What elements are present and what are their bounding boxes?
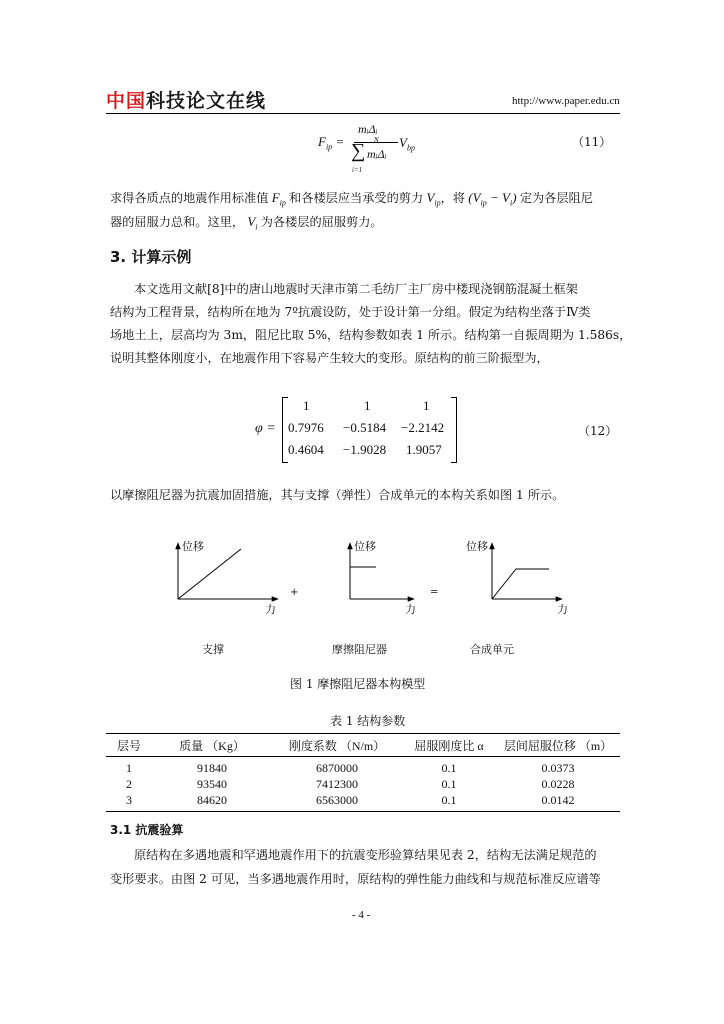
panel-composite — [492, 543, 562, 599]
panel-support-curve — [178, 549, 241, 599]
section-3-title: 3. 计算示例 — [110, 248, 192, 266]
paragraph-4-line-2: 变形要求。由图 2 可见，当多遇地震作用时，原结构的弹性能力曲线和与规范标准反应谱等 — [110, 872, 601, 886]
panel-1-caption: 支撑 — [202, 643, 224, 656]
table-header-cell: 层号 — [116, 738, 141, 753]
figure-plus: + — [290, 587, 299, 598]
paragraph-4-line-1: 原结构在多遇地震和罕遇地震作用下的抗震变形验算结果见表 2，结构无法满足规范的 — [134, 848, 597, 862]
panel-2-ylabel: 位移 — [354, 540, 376, 553]
table-header-cell: 刚度系数 （N/m） — [288, 738, 386, 753]
table-cell: 7412300 — [316, 776, 358, 791]
panel-composite-curve — [492, 569, 549, 599]
figure-1 — [170, 535, 570, 660]
eq11-numerator: mᵢΔᵢ — [358, 122, 378, 136]
eq11-sigma: ∑ — [351, 140, 366, 162]
equation-11: $F_{ip}$ = mᵢΔᵢ N ∑ mᵢΔᵢ i=1 $V_{bp}$ — [318, 122, 415, 174]
table-cell: 0.0142 — [496, 792, 620, 812]
figure-equals: = — [430, 587, 439, 598]
paragraph-2-line-1: 本文选用文献[8]中的唐山地震时天津市第二毛纺厂主厂房中楼现浇钢筋混凝土框架 — [134, 282, 578, 296]
eq11-sum-top: N — [374, 136, 379, 144]
panel-1-ylabel: 位移 — [182, 540, 204, 553]
table-header-cell: 屈服刚度比 α — [414, 738, 484, 753]
eq12-cell: 1 — [303, 398, 310, 413]
table-cell: 1 — [126, 760, 132, 775]
paragraph-2-line-3: 场地土上，层高均为 3m，阻尼比取 5%，结构参数如表 1 所示。结构第一自振周期为 1.586s， — [110, 328, 632, 342]
panel-3-ylabel: 位移 — [466, 540, 488, 553]
paragraph-2-line-4: 说明其整体刚度小，在地震作用下容易产生较大的变形。原结构的前三阶振型为， — [110, 351, 549, 365]
table-cell: 6870000 — [316, 760, 358, 775]
panel-3-xlabel: 力 — [557, 603, 568, 616]
header-rule — [106, 113, 620, 114]
table-1-title: 表 1 结构参数 — [330, 714, 406, 728]
header-url[interactable]: http://www.paper.edu.cn — [512, 95, 620, 107]
table-row — [106, 776, 620, 792]
page-number: - 4 - — [352, 909, 371, 921]
table-cell: 93540 — [197, 776, 227, 791]
table-cell: 2 — [126, 776, 132, 791]
eq11-lhs-sub: ip — [325, 142, 333, 152]
table-cell: 0.0373 — [541, 760, 575, 775]
panel-2-caption: 摩擦阻尼器 — [332, 643, 387, 656]
table-cell: 6563000 — [272, 792, 402, 812]
section-3-1-title: 3.1 抗震验算 — [110, 823, 184, 837]
paragraph-3: 以摩擦阻尼器为抗震加固措施，其与支撑（弹性）合成单元的本构关系如图 1 所示。 — [110, 488, 565, 502]
eq11-v-sub: bp — [406, 143, 415, 153]
paragraph-2-line-2: 结构为工程背景，结构所在地为 7º抗震设防，处于设计第一分组。假定为结构坐落于Ⅳ类 — [110, 305, 591, 319]
eq12-right-bracket — [451, 397, 457, 463]
table-cell: 0.1 — [441, 776, 457, 791]
table-1 — [106, 733, 620, 812]
table-cell: 0.0228 — [541, 776, 575, 791]
table-cell: 3 — [106, 792, 152, 812]
table-cell: 84620 — [152, 792, 272, 812]
table-row — [106, 757, 620, 777]
eq12-number: （12） — [578, 424, 618, 438]
table-header-cell: 层间屈服位移 （m） — [503, 738, 613, 753]
eq12-cell: 0.7976 — [288, 420, 324, 435]
eq12-cell: 1 — [364, 398, 371, 413]
table-row — [106, 792, 620, 812]
panel-3-caption: 合成单元 — [470, 643, 514, 656]
figure-1-caption: 图 1 摩擦阻尼器本构模型 — [290, 677, 426, 691]
eq11-denominator: mᵢΔᵢ — [367, 147, 387, 161]
eq11-v: V — [399, 135, 407, 150]
eq12-cell: 0.4604 — [288, 442, 324, 457]
paragraph-1-line-2: 器的屈服力总和。这里， $V_i$ 为各楼层的屈服剪力。 — [110, 214, 383, 232]
table-header-row — [106, 734, 620, 757]
eq11-lhs: F — [318, 134, 326, 149]
eq12-lhs: φ = — [255, 421, 276, 436]
panel-1-xlabel: 力 — [265, 603, 276, 616]
eq11-number: （11） — [572, 135, 612, 149]
eq11-sum-bot: i=1 — [352, 166, 363, 174]
table-header-cell: 质量 （Kg） — [179, 738, 245, 753]
table-cell: 91840 — [197, 760, 227, 775]
eq12-cell: 1 — [423, 398, 430, 413]
equation-12 — [255, 395, 470, 465]
eq12-cell: −2.2142 — [401, 420, 445, 435]
paragraph-1-line-1: 求得各质点的地震作用标准值 $F_{ip}$ 和各楼层应当承受的剪力 $V_{ip}$，将 $(V_{ip} - V_i)$ 定为各层阻尼 — [110, 190, 593, 208]
site-logo: 中国科技论文在线 — [106, 90, 267, 112]
table-cell: 0.1 — [402, 792, 496, 812]
eq12-cell: 1.9057 — [406, 442, 442, 457]
eq12-cell: −0.5184 — [343, 420, 387, 435]
table-cell: 0.1 — [441, 760, 457, 775]
eq12-cell: −1.9028 — [343, 442, 387, 457]
panel-2-xlabel: 力 — [405, 603, 416, 616]
